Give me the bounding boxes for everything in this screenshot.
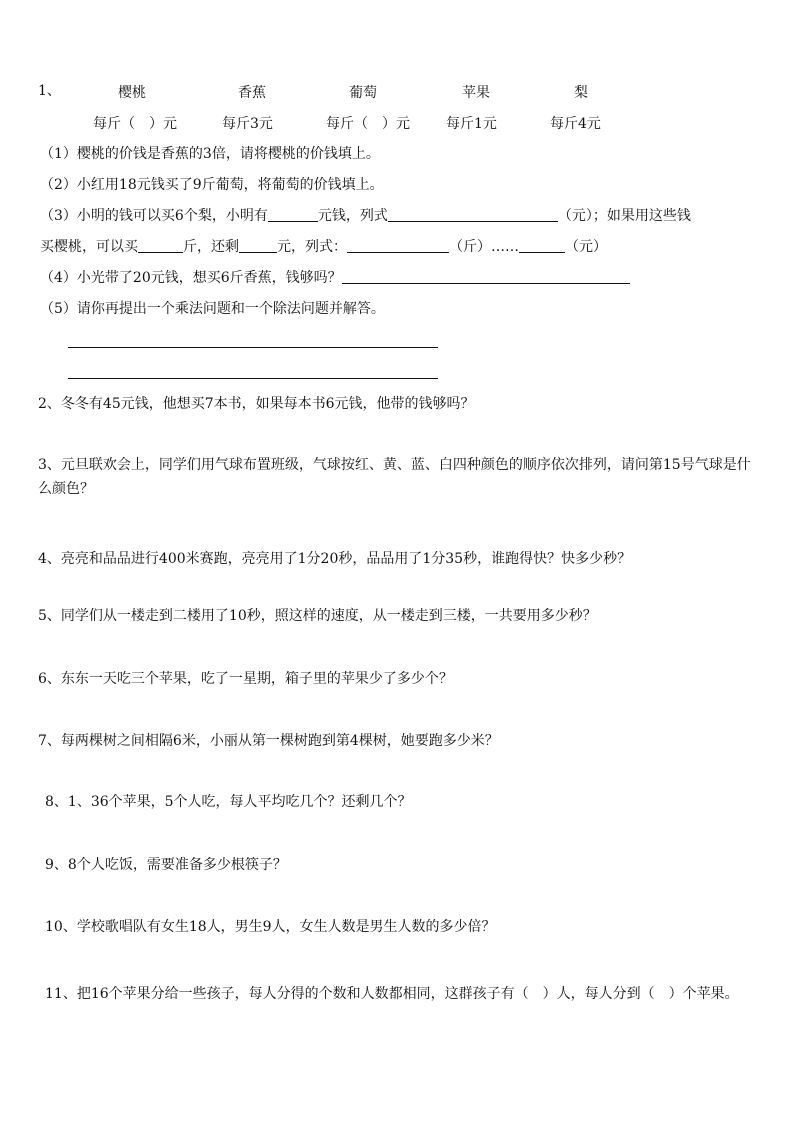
price-banana: 每斤3元 <box>222 116 273 132</box>
q1-sub5: （5）请你再提出一个乘法问题和一个除法问题并解答。 <box>40 301 385 317</box>
fruit-banana: 香蕉 <box>238 85 266 101</box>
question-6: 6、东东一天吃三个苹果，吃了一星期，箱子里的苹果少了多少个？ <box>38 671 453 687</box>
fruit-cherry: 樱桃 <box>118 85 146 101</box>
q1-sub2: （2）小红用18元钱买了9斤葡萄，将葡萄的价钱填上。 <box>40 177 384 193</box>
price-pear: 每斤4元 <box>550 116 601 132</box>
answer-blank[interactable] <box>347 238 449 253</box>
answer-blank[interactable] <box>268 207 318 222</box>
question-2: 2、冬冬有45元钱，他想买7本书，如果每本书6元钱，他带的钱够吗？ <box>38 396 475 412</box>
answer-blank[interactable] <box>519 238 565 253</box>
question-4: 4、亮亮和品品进行400米赛跑，亮亮用了1分20秒，品品用了1分35秒，谁跑得快？快多少秒？ <box>38 551 632 567</box>
q1-sub1: （1）樱桃的价钱是香蕉的3倍，请将樱桃的价钱填上。 <box>40 146 380 162</box>
q1-sub4 <box>40 269 630 287</box>
answer-line[interactable] <box>68 347 438 348</box>
q1-sub3-text-d: 买樱桃，可以买 <box>40 239 138 255</box>
question-9: 9、8个人吃饭，需要准备多少根筷子？ <box>45 857 287 873</box>
answer-blank[interactable] <box>138 238 183 253</box>
fruit-grape: 葡萄 <box>349 85 377 101</box>
answer-blank[interactable] <box>388 207 558 222</box>
answer-blank[interactable] <box>239 238 277 253</box>
q1-sub3-text-h: （元） <box>565 239 607 255</box>
fruit-apple: 苹果 <box>462 85 490 101</box>
q1-sub3-text-e: 斤，还剩 <box>183 239 239 255</box>
question-5: 5、同学们从一楼走到二楼用了10秒，照这样的速度，从一楼走到三楼，一共要用多少秒？ <box>38 608 597 624</box>
q1-sub3-text-a: （3）小明的钱可以买6个梨，小明有 <box>40 208 268 224</box>
q1-sub3-line1 <box>40 207 691 225</box>
answer-line[interactable] <box>68 378 438 379</box>
price-grape: 每斤（ ）元 <box>326 116 410 132</box>
question-8: 8、1、36个苹果，5个人吃，每人平均吃几个？还剩几个？ <box>45 794 412 810</box>
q1-sub3-text-b: 元钱，列式 <box>317 208 388 224</box>
price-cherry: 每斤（ ）元 <box>93 116 177 132</box>
question-10: 10、学校歌唱队有女生18人，男生9人，女生人数是男生人数的多少倍？ <box>45 919 496 935</box>
question-7: 7、每两棵树之间相隔6米，小丽从第一棵树跑到第4棵树，她要跑多少米？ <box>38 733 499 749</box>
question-3: 3、元旦联欢会上，同学们用气球布置班级，气球按红、黄、蓝、白四种颜色的顺序依次排列，请问第15号气球是什么颜色？ <box>38 457 751 497</box>
q1-sub4-text: （4）小光带了20元钱，想买6斤香蕉，钱够吗？ <box>40 270 342 286</box>
price-apple: 每斤1元 <box>446 116 497 132</box>
fruit-pear: 梨 <box>574 85 588 101</box>
q1-sub3-text-g: （斤）…… <box>449 239 519 255</box>
answer-blank[interactable] <box>342 269 630 284</box>
q1-sub3-text-f: 元，列式： <box>277 239 347 255</box>
q1-sub3-text-c: （元）；如果用这些钱 <box>557 208 691 224</box>
q1-sub3-line2 <box>40 238 607 256</box>
q1-number: 1、 <box>38 83 61 99</box>
question-11: 11、把16个苹果分给一些孩子，每人分得的个数和人数都相同，这群孩子有（ ）人，每人分到（ ）个苹果。 <box>45 986 739 1002</box>
